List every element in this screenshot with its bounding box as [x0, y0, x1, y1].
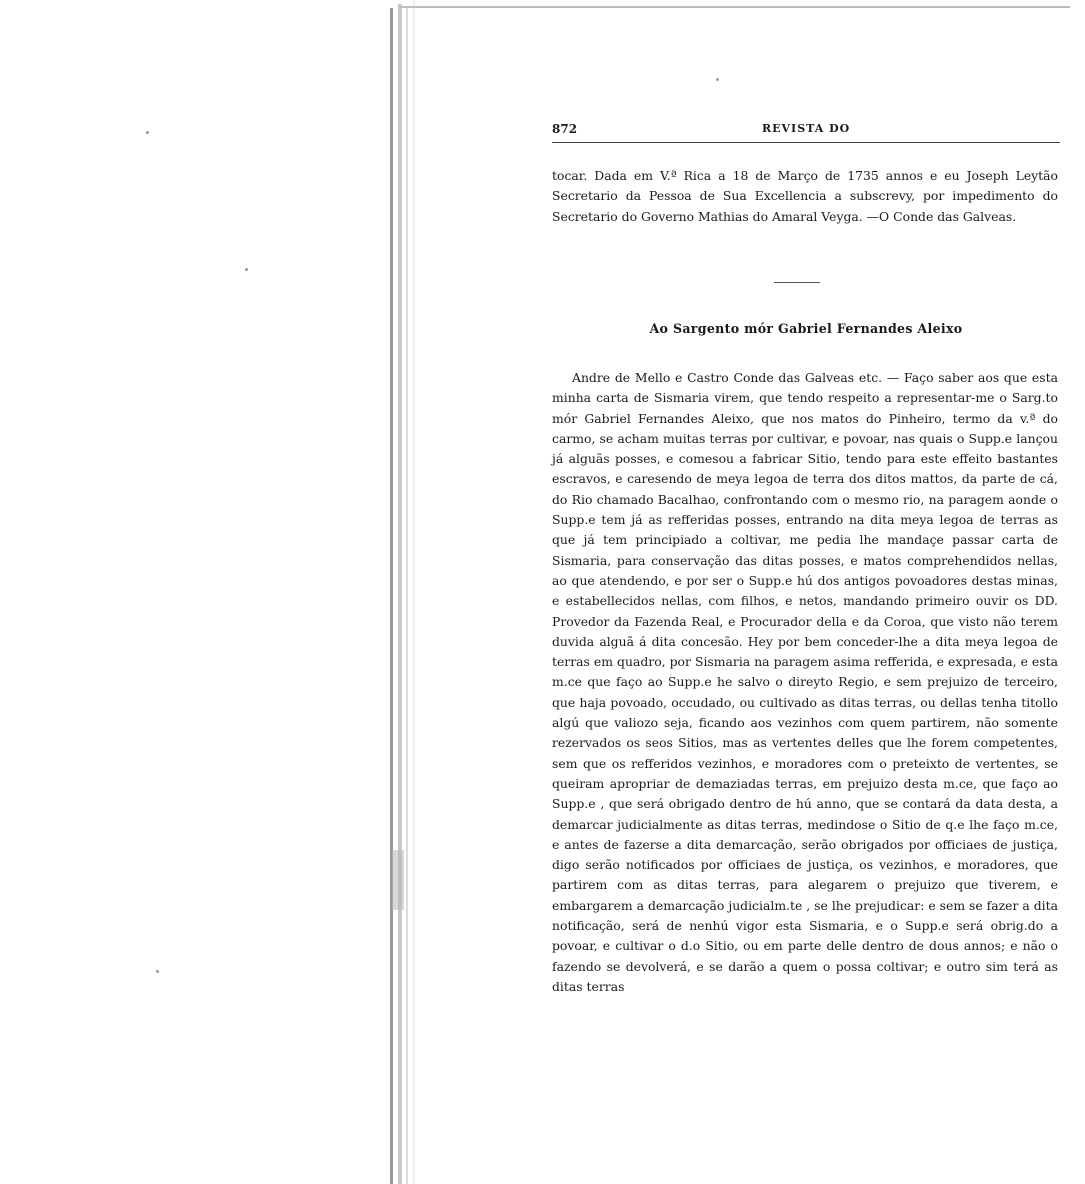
scan-speck [245, 268, 248, 271]
scan-speck [146, 131, 149, 134]
book-gutter [384, 0, 424, 1184]
section-separator [774, 282, 820, 283]
closing-paragraph [552, 166, 1058, 227]
running-title: REVISTA DO [762, 122, 851, 135]
book-page [552, 0, 1060, 1184]
running-header [552, 122, 1060, 140]
page-number: 872 [552, 122, 578, 136]
header-rule [552, 142, 1060, 143]
section-heading: Ao Sargento mór Gabriel Fernandes Aleixo [649, 321, 963, 336]
body-paragraph [552, 368, 1058, 997]
body-paragraph-text: Andre de Mello e Castro Conde das Galveas etc. — Faço saber aos que esta minha carta de Sismaria virem, que tendo respeito a representar-me o Sarg.to mór Gabriel Fernandes Aleixo, que nos matos do Pinheiro, termo da v.ª do carmo, se acham muitas terras por cultivar, e povoar, nas quais o Supp.e lançou já alguãs posses, e comesou a fabricar Sitio, tendo para este effeito bastantes escravos, e caresendo de meya legoa de terra dos ditos mattos, da parte de cá, do Rio chamado Bacalhao, confrontando com o mesmo rio, na paragem aonde o Supp.e tem já as refferidas posses, entrando na dita meya legoa de terras as que já tem principiado a coltivar, me pedia lhe mandaçe passar carta de Sismaria, para conservação das ditas posses, e matos comprehendidos nellas, ao que atendendo, e por ser o Supp.e hú dos antigos povoadores destas minas, e estabellecidos nellas, com filhos, e netos, mandando primeiro ouvir os DD. Provedor da Fazenda Real, e Procurador della e da Coroa, que visto não terem duvida alguã á dita concesão. Hey por bem conceder-lhe a dita meya legoa de terras em quadro, por Sismaria na paragem asima refferida, e expresada, e esta m.ce que faço ao Supp.e he salvo o direyto Regio, e sem prejuizo de terceiro, que haja povoado, occudado, ou cultivado as ditas terras, ou dellas tenha titollo algú que valiozo seja, ficando aos vezinhos com quem partirem, não somente rezervados os seos Sitios, mas as vertentes delles que lhe forem competentes, sem que os refferidos vezinhos, e moradores com o preteixto de vertentes, se queiram apropriar de demaziadas terras, em prejuizo desta m.ce, que faço ao Supp.e , que será obrigado dentro de hú anno, que se contará da data desta, a demarcar judicialmente as ditas terras, medindose o Sitio de q.e lhe faço m.ce, e antes de fazerse a dita demarcação, serão obrigados por officiaes de justiça, digo serão notificados por officiaes de justiça, os vezinhos, e moradores, que partirem com as ditas terras, para alegarem o prejuizo que tiverem, e embargarem a demarcação judicialm.te , se lhe prejudicar: e sem se fazer a dita notificação, será de nenhú vigor esta Sismaria, e o Supp.e será obrig.do a povoar, e cultivar o d.o Sitio, ou em parte delle dentro de dous annos; e não o fazendo se devolverá, e se darão a quem o possa coltivar; e outro sim terá as ditas terras [552, 370, 1058, 994]
closing-paragraph-text: tocar. Dada em V.ª Rica a 18 de Março de 1735 annos e eu Joseph Leytão Secretario da Pessoa de Sua Excellencia a subscrevy, por impedimento do Secretario do Governo Mathias do Amaral Veyga. —O Conde das Galveas. [552, 168, 1058, 224]
scan-speck [156, 970, 159, 973]
